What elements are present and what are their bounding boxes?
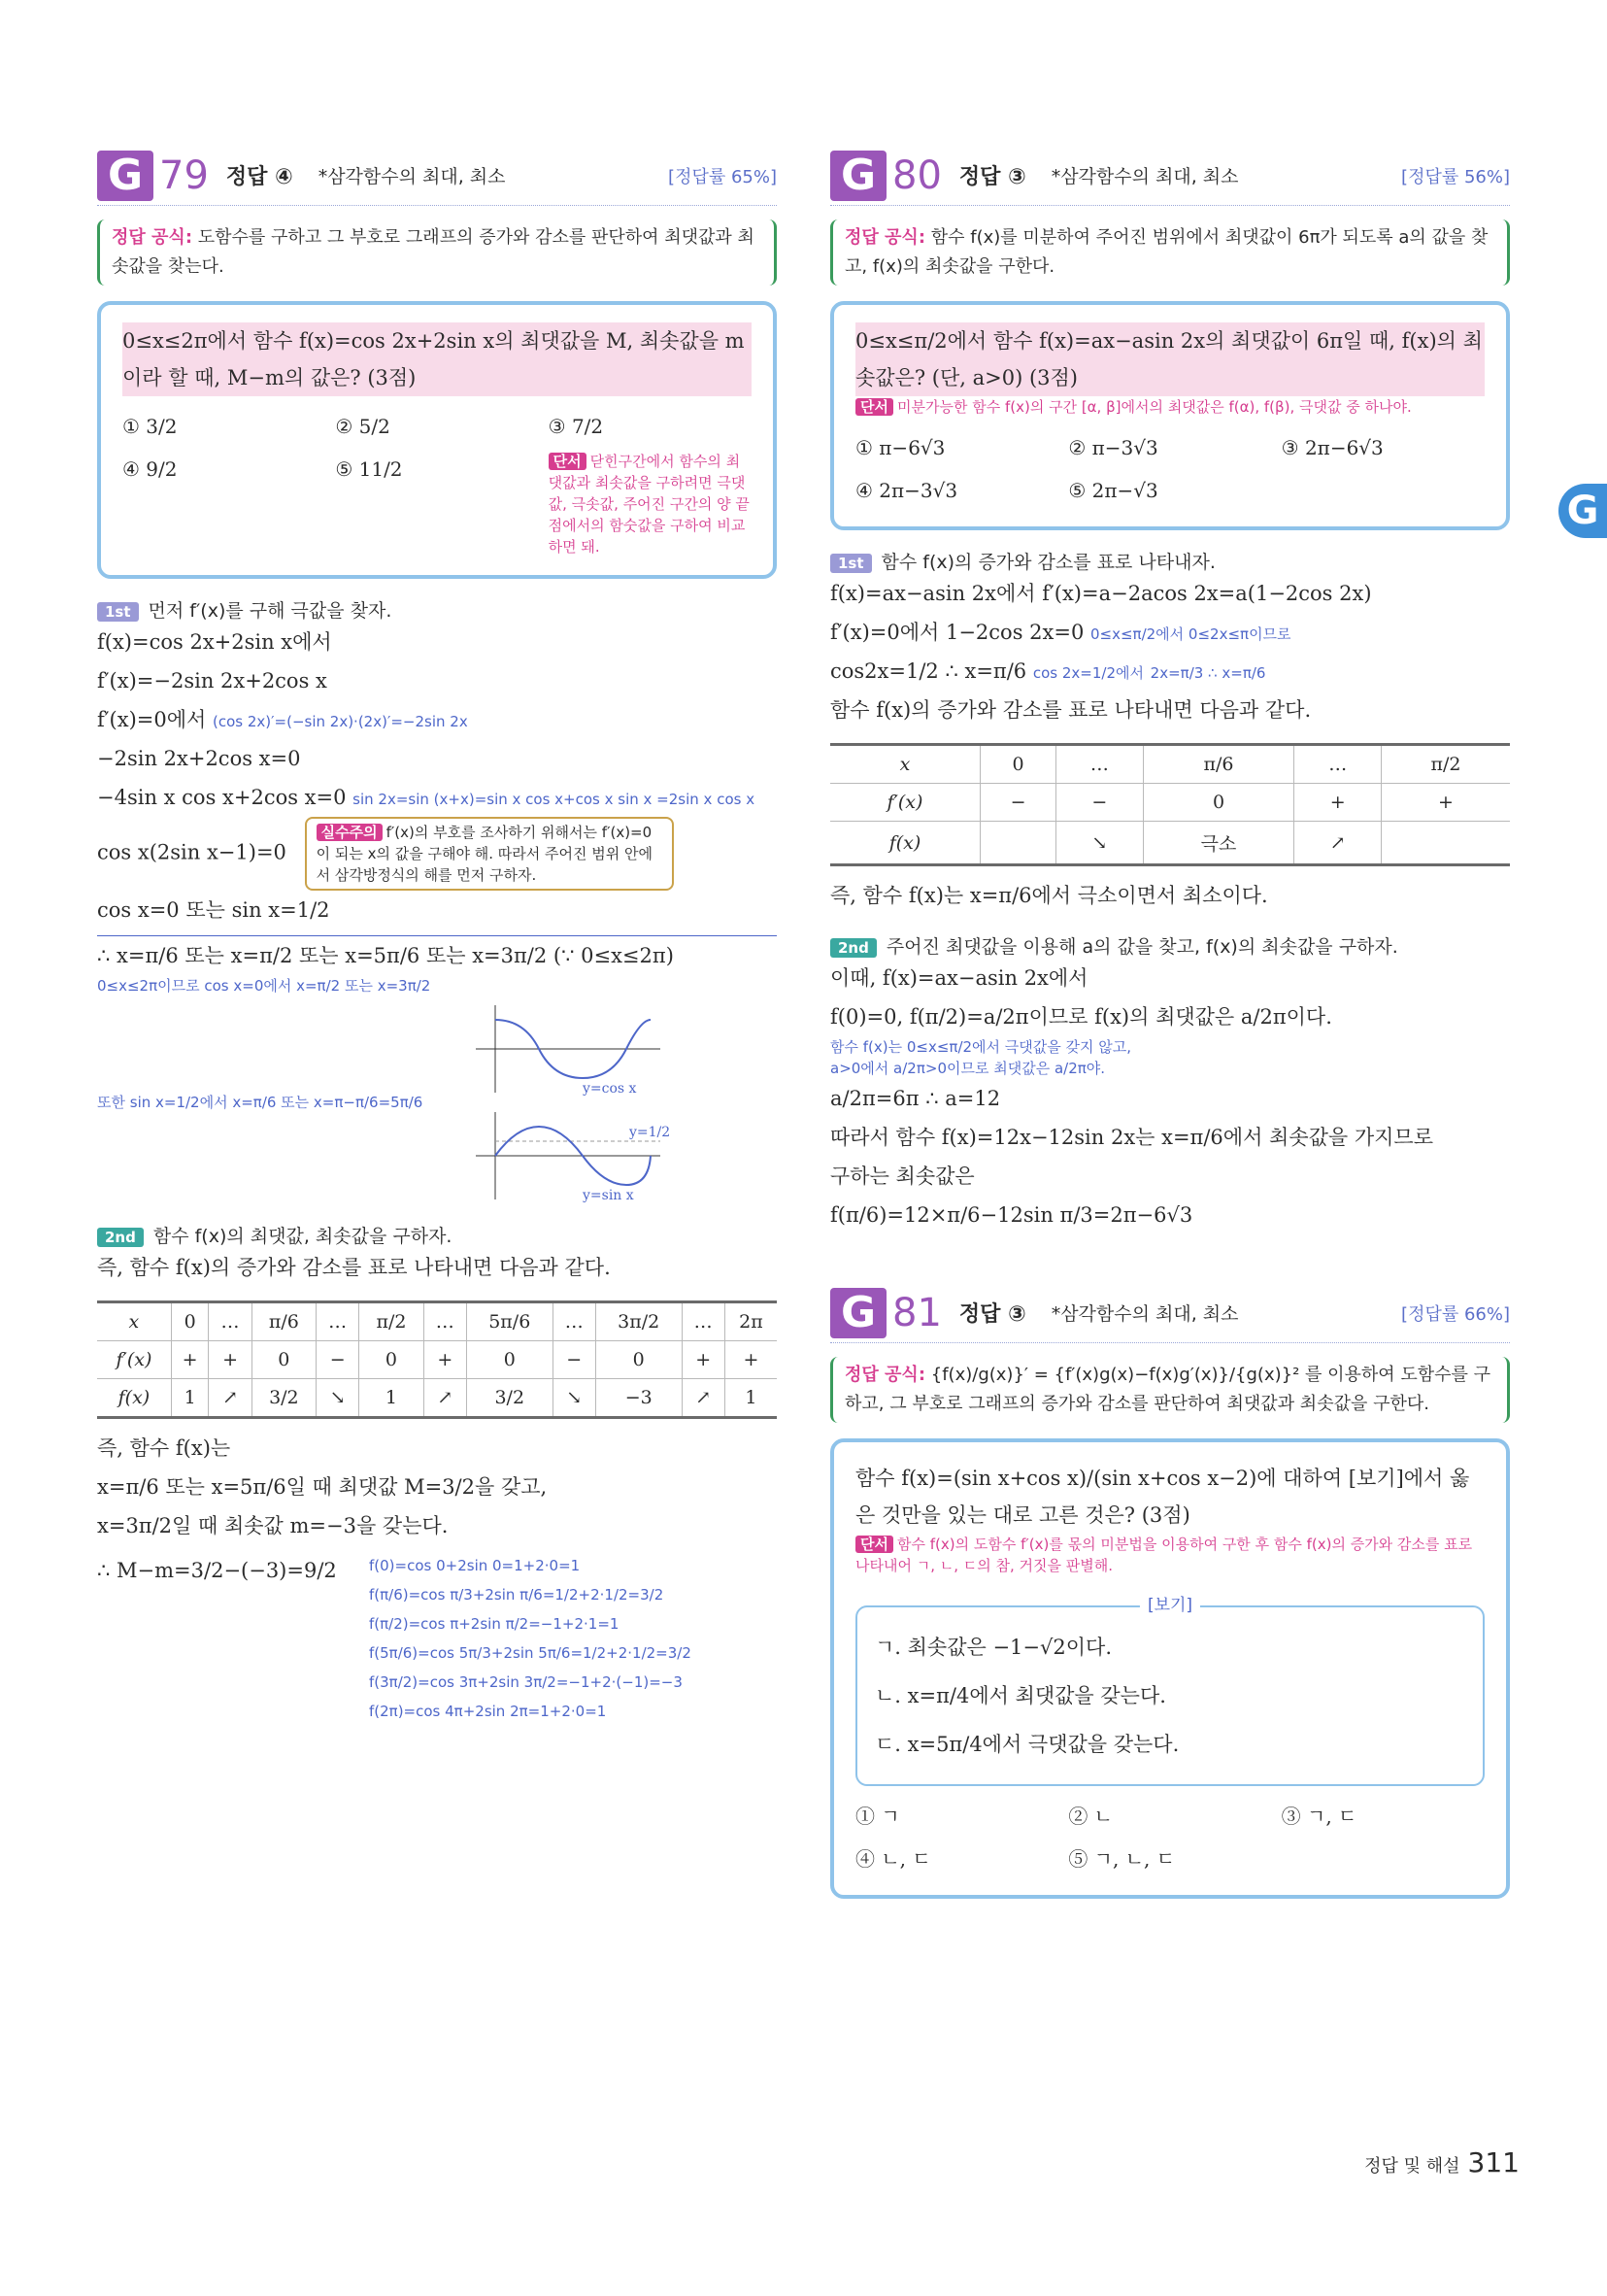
step-2 — [97, 1222, 777, 1248]
solution-line: f(0)=0, f(π/2)=a/2π이므로 f(x)의 최댓값은 a/2π이다. — [830, 1005, 1332, 1029]
step-badge: 2nd — [97, 1228, 144, 1247]
choice-1: ① 3/2 — [122, 415, 178, 438]
solution-line: f′(x)=0에서 1−2cos 2x=0 0≤x≤π/2에서 0≤2x≤π이므로 — [830, 621, 1291, 644]
solution-line: cos x(2sin x−1)=0 실수주의 f′(x)의 부호를 조사하기 위해서는 f′(x)=0이 되는 x의 값을 구해야 해. 따라서 주어진 범위 안에서 삼각방정식의 해를 먼저 구하자. — [97, 817, 777, 891]
formula-label: 정답 공식: — [112, 227, 193, 248]
final-answer — [97, 1551, 777, 1726]
step-badge: 1st — [97, 602, 139, 622]
page-number: 311 — [1467, 2146, 1520, 2178]
answer-label: 정답 ③ — [958, 165, 1026, 189]
conclusion: x=π/6 또는 x=5π/6일 때 최댓값 M=3/2을 갖고, — [97, 1475, 548, 1499]
solution-line: f(x)=ax−asin 2x에서 f′(x)=a−2acos 2x=a(1−2cos 2x) — [830, 582, 1372, 605]
solution-line: f(π/6)=12×π/6−12sin π/3=2π−6√3 — [830, 1203, 1193, 1227]
graph-label: y=sin x — [583, 1188, 634, 1203]
step-1 — [830, 548, 1510, 574]
question-text: 0≤x≤π/2에서 함수 f(x)=ax−asin 2x의 최댓값이 6π일 때, f(x)의 최솟값은? (단, a>0) (3점) — [855, 322, 1485, 396]
roots-line: ∴ x=π/6 또는 x=π/2 또는 x=5π/6 또는 x=3π/2 (∵ 0≤x≤2π) — [97, 935, 777, 975]
hint-text: 닫힌구간에서 함수의 최댓값과 최솟값을 구하려면 극댓값, 극솟값, 주어진 구간의 양 끝점에서의 함숫값을 구하여 비교하면 돼. — [548, 453, 750, 556]
topic-label: *삼각함수의 최대, 최소 — [1051, 1303, 1239, 1325]
solution-line: 따라서 함수 f(x)=12x−12sin 2x는 x=π/6에서 최솟값을 가지므로 — [830, 1126, 1434, 1149]
choice-3: ③ 7/2 — [548, 415, 604, 438]
min-line: 즉, 함수 f(x)는 x=π/6에서 극소이면서 최소이다. — [830, 884, 1268, 907]
section-badge: G — [830, 1288, 887, 1338]
hint-tag: 단서 — [855, 1536, 893, 1553]
choice-2: ② ㄴ — [1068, 1805, 1114, 1828]
formula-text: 함수 f(x)를 미분하여 주어진 범위에서 최댓값이 6π가 되도록 a의 값을 찾고, f(x)의 최솟값을 구한다. — [845, 227, 1489, 277]
section-badge: G — [830, 151, 887, 201]
question-box — [830, 1438, 1510, 1899]
correct-rate: [정답률 56%] — [1401, 166, 1510, 187]
table-row: f′(x) + + 0 − 0 + 0 − 0 + + — [97, 1341, 777, 1379]
choice-2: ② π−3√3 — [1068, 436, 1158, 459]
question-number: 79 — [159, 152, 209, 198]
table-row: f(x) 1 ↗ 3/2 ↘ 1 ↗ 3/2 ↘ −3 ↗ 1 — [97, 1379, 777, 1418]
choice-4: ④ ㄴ, ㄷ — [855, 1847, 931, 1871]
choice-2: ② 5/2 — [335, 415, 390, 438]
answer-formula — [830, 219, 1510, 286]
choices — [122, 408, 752, 557]
section-badge: G — [97, 151, 153, 201]
question-header — [830, 1283, 1510, 1343]
increase-decrease-table — [830, 743, 1510, 866]
table-intro: 함수 f(x)의 증가와 감소를 표로 나타내면 다음과 같다. — [830, 698, 1312, 722]
bogi-item: ㄴ. x=π/4에서 최댓값을 갖는다. — [875, 1684, 1166, 1707]
step-2 — [830, 932, 1510, 959]
note: sin 2x=sin (x+x)=sin x cos x+cos x sin x =2sin x cos x — [352, 791, 755, 808]
step-badge: 2nd — [830, 938, 877, 958]
solution-line: f′(x)=0에서 (cos 2x)′=(−sin 2x)·(2x)′=−2sin 2x — [97, 708, 468, 731]
bogi-label: [보기] — [1140, 1592, 1200, 1619]
topic-label: *삼각함수의 최대, 최소 — [1051, 166, 1239, 187]
tip-text: f′(x)의 부호를 조사하기 위해서는 f′(x)=0이 되는 x의 값을 구해야 해. 따라서 주어진 범위 안에서 삼각방정식의 해를 먼저 구하자. — [316, 824, 653, 884]
choice-4-correct: ④ 9/2 — [122, 457, 178, 481]
solution-line: cos2x=1/2 ∴ x=π/6 cos 2x=1/2에서 2x=π/3 ∴ x=π/6 — [830, 659, 1266, 683]
solution-line: 이때, f(x)=ax−asin 2x에서 — [830, 966, 1088, 990]
hint-tag: 단서 — [549, 453, 586, 470]
hint-text: 함수 f(x)의 도함수 f′(x)를 몫의 미분법을 이용하여 구한 후 함수 f(x)의 증가와 감소를 표로 나타내어 ㄱ, ㄴ, ㄷ의 참, 거짓을 판별해. — [855, 1536, 1473, 1574]
table-row: x 0 … π/6 … π/2 — [830, 745, 1510, 784]
bogi-item: ㄱ. 최솟값은 −1−√2이다. — [875, 1636, 1112, 1659]
solution-line: a/2π=6π ∴ a=12 — [830, 1087, 1001, 1110]
note: 0≤x≤π/2에서 0≤2x≤π이므로 — [1090, 625, 1291, 643]
question-header — [97, 146, 777, 206]
choice-5: ⑤ 2π−√3 — [1068, 479, 1158, 502]
solution-line: −4sin x cos x+2cos x=0 sin 2x=sin (x+x)=sin x cos x+cos x sin x =2sin x cos x — [97, 786, 755, 809]
table-intro: 즉, 함수 f(x)의 증가와 감소를 표로 나타내면 다음과 같다. — [97, 1256, 611, 1279]
formula-text: {f(x)/g(x)}′ = {f′(x)g(x)−f(x)g′(x)}/{g(x)}² 를 이용하여 도함수를 구하고, 그 부호로 그래프의 증가와 감소를 판단하여 최댓값과 최솟값을 구한다. — [845, 1365, 1491, 1414]
choice-3-correct: ③ 2π−6√3 — [1281, 436, 1384, 459]
note: 0≤x≤2π이므로 cos x=0에서 x=π/2 또는 x=3π/2 — [97, 977, 431, 995]
solution-line: f(x)=cos 2x+2sin x에서 — [97, 630, 332, 654]
conclusion: 즉, 함수 f(x)는 — [97, 1436, 231, 1460]
hint — [855, 396, 1485, 418]
choice-5: ⑤ 11/2 — [335, 457, 403, 481]
answer-formula — [97, 219, 777, 286]
question-number: 81 — [892, 1290, 942, 1335]
section-side-tab: G — [1558, 484, 1607, 538]
graph-label: y=cos x — [583, 1081, 637, 1097]
answer-formula — [830, 1357, 1510, 1423]
hint — [549, 451, 752, 557]
question-81 — [830, 1283, 1510, 1899]
tip-tag: 실수주의 — [317, 824, 383, 841]
formula-label: 정답 공식: — [845, 227, 926, 248]
sin-graph — [476, 1112, 670, 1203]
hint-text: 미분가능한 함수 f(x)의 구간 [α, β]에서의 최댓값은 f(α), f(β), 극댓값 중 하나야. — [896, 398, 1412, 416]
step-text: 함수 f(x)의 최댓값, 최솟값을 구하자. — [152, 1226, 452, 1247]
note: (cos 2x)′=(−sin 2x)·(2x)′=−2sin 2x — [213, 713, 468, 730]
question-number: 80 — [892, 152, 942, 198]
step-1 — [97, 596, 777, 623]
hint-tag: 단서 — [855, 398, 893, 416]
solution-line: 구하는 최솟값은 — [830, 1165, 975, 1188]
graph-label: y=1/2 — [629, 1125, 671, 1140]
bogi-item: ㄷ. x=5π/4에서 극댓값을 갖는다. — [875, 1733, 1180, 1756]
correct-rate: [정답률 65%] — [668, 166, 777, 187]
correct-rate: [정답률 66%] — [1401, 1303, 1510, 1325]
conclusion: x=3π/2일 때 최솟값 m=−3을 갖는다. — [97, 1514, 449, 1537]
question-text: 함수 f(x)=(sin x+cos x)/(sin x+cos x−2)에 대하여 [보기]에서 옳은 것만을 있는 대로 고른 것은? (3점) — [855, 1467, 1470, 1527]
solution-line: −2sin 2x+2cos x=0 — [97, 747, 301, 770]
table-row: f(x) ↘ 극소 ↗ — [830, 822, 1510, 865]
value-checks: f(0)=cos 0+2sin 0=1+2·0=1 f(π/6)=cos π/3+2sin π/6=1/2+2·1/2=3/2 f(π/2)=cos π+2sin π/2=−1+2·1=1 f(5π/6)=cos 5π/3+2sin 5π/6=1/2+2·1/2=3/2 f(3π/2)=cos 3π+2sin 3π/2=−1+2·(−1)=−3 f(2π)=cos 4π+2sin 2π=1+2·0=1 — [369, 1557, 691, 1720]
page-footer — [1364, 2146, 1520, 2178]
graphs — [97, 1000, 777, 1204]
topic-label: *삼각함수의 최대, 최소 — [318, 166, 506, 187]
note: 또한 sin x=1/2에서 x=π/6 또는 x=π−π/6=5π/6 — [97, 1094, 423, 1111]
answer-label: 정답 ③ — [958, 1302, 1026, 1327]
answer-label: 정답 ④ — [225, 165, 293, 189]
step-text: 함수 f(x)의 증가와 감소를 표로 나타내자. — [881, 552, 1216, 573]
choice-3-correct: ③ ㄱ, ㄷ — [1281, 1805, 1357, 1828]
bogi-box — [855, 1596, 1485, 1786]
note: a>0에서 a/2π>0이므로 최댓값은 a/2π야. — [830, 1060, 1106, 1077]
step-text: 먼저 f′(x)를 구해 극값을 찾자. — [148, 600, 392, 622]
increase-decrease-table — [97, 1300, 777, 1419]
question-text: 0≤x≤2π에서 함수 f(x)=cos 2x+2sin x의 최댓값을 M, 최솟값을 m이라 할 때, M−m의 값은? (3점) — [122, 322, 752, 396]
hint — [855, 1534, 1485, 1576]
note: 2x=π/3 ∴ x=π/6 — [1150, 664, 1266, 682]
choice-5: ⑤ ㄱ, ㄴ, ㄷ — [1068, 1847, 1176, 1871]
question-box — [97, 301, 777, 579]
choice-1: ① π−6√3 — [855, 436, 946, 459]
solution-line: cos x=0 또는 sin x=1/2 — [97, 898, 330, 922]
note: cos 2x=1/2에서 — [1032, 664, 1144, 682]
note: 함수 f(x)는 0≤x≤π/2에서 극댓값을 갖지 않고, — [830, 1038, 1132, 1056]
table-row: x 0 … π/6 … π/2 … 5π/6 … 3π/2 … 2π — [97, 1302, 777, 1341]
choices — [855, 1798, 1485, 1877]
choices — [855, 429, 1485, 509]
choice-1: ① ㄱ — [855, 1805, 900, 1828]
question-80 — [830, 146, 1510, 1899]
step-badge: 1st — [830, 554, 872, 573]
caution-tip — [305, 817, 674, 891]
answer-line: ∴ M−m=3/2−(−3)=9/2 — [97, 1559, 337, 1582]
question-box — [830, 301, 1510, 530]
formula-text: 도함수를 구하고 그 부호로 그래프의 증가와 감소를 판단하여 최댓값과 최솟값을 찾는다. — [112, 227, 754, 277]
solution-line: f′(x)=−2sin 2x+2cos x — [97, 669, 327, 692]
formula-label: 정답 공식: — [845, 1365, 926, 1385]
choice-4: ④ 2π−3√3 — [855, 479, 958, 502]
question-79 — [97, 146, 777, 1726]
table-row: f′(x) − − 0 + + — [830, 784, 1510, 822]
cos-graph — [476, 1005, 660, 1097]
question-header — [830, 146, 1510, 206]
step-text: 주어진 최댓값을 이용해 a의 값을 찾고, f(x)의 최솟값을 구하자. — [886, 936, 1398, 958]
footer-label: 정답 및 해설 — [1364, 2156, 1460, 2177]
